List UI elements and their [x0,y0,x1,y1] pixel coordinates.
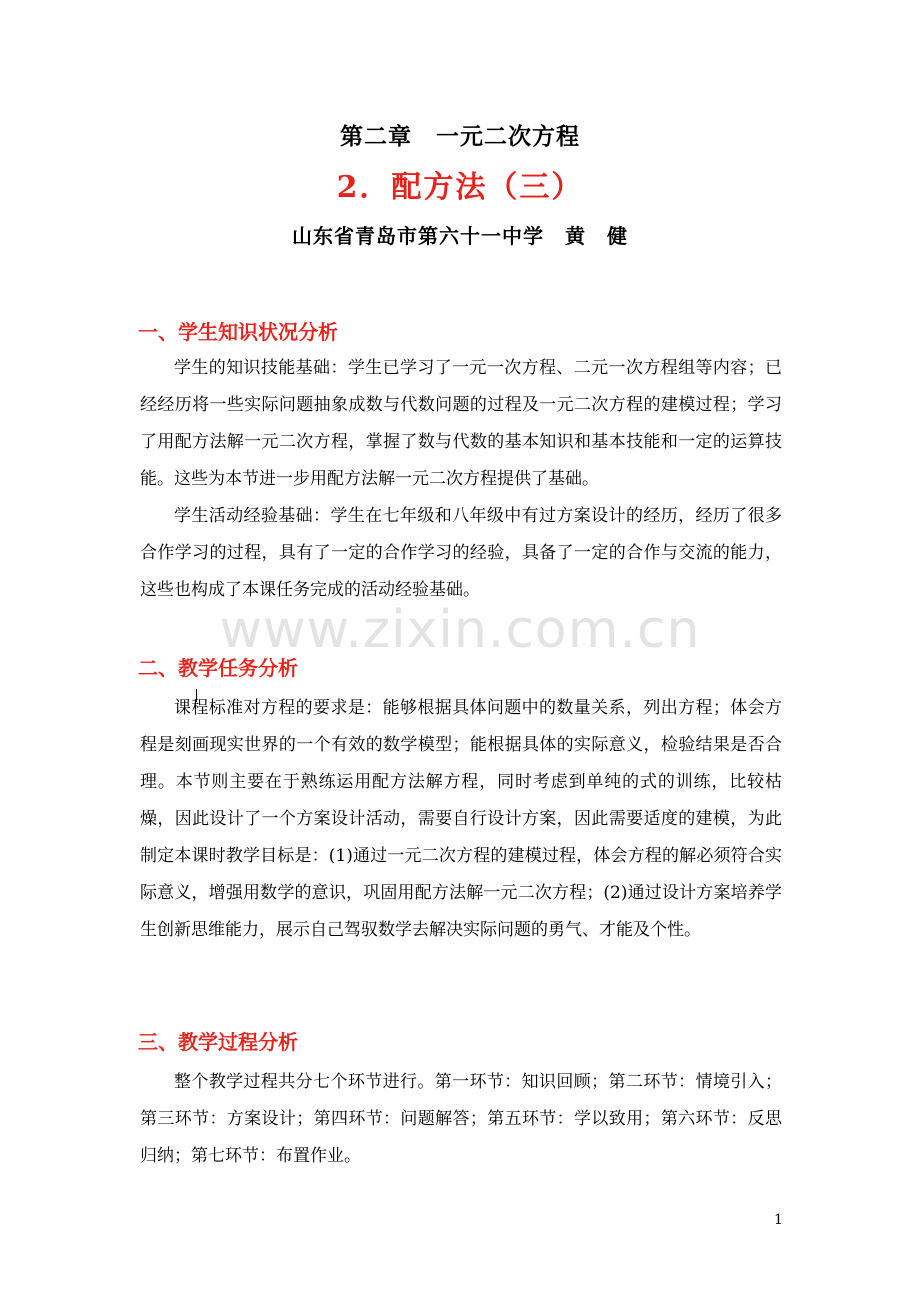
lesson-title: 2．配方法（三） [336,170,584,205]
paragraph-task-analysis: 课程标准对方程的要求是：能够根据具体问题中的数量关系，列出方程；体会方程是刻画现实世界的一个有效的数学模型；能根据具体的实际意义，检验结果是否合理。本节则主要在于熟练运用配方法解方程，同时考虑到单纯的式的训练，比较枯燥，因此设计了一个方案设计活动，需要自行设计方案，因此需要适度的建模，为此制定本课时教学目标是：(1)通过一元二次方程的建模过程，体会方程的解必须符合实际意义，增强用数学的意识，巩固用配方法解一元二次方程；(2)通过设计方案培养学生创新思维能力，展示自己驾驭数学去解决实际问题的勇气、才能及个性。 [140,698,782,940]
paragraph-process-analysis: 整个教学过程共分七个环节进行。第一环节：知识回顾；第二环节：情境引入；第三环节：方案设计；第四环节：问题解答；第五环节：学以致用；第六环节：反思归纳；第七环节：布置作业。 [140,1072,782,1166]
section-heading-3: 三、教学过程分析 [138,1030,298,1054]
chapter-title: 第二章 一元二次方程 [340,123,580,150]
author-line: 山东省青岛市第六十一中学 黄 健 [292,224,628,248]
paragraph-experience-basis: 学生活动经验基础：学生在七年级和八年级中有过方案设计的经历，经历了很多合作学习的过程，具有了一定的合作学习的经验，具备了一定的合作与交流的能力，这些也构成了本课任务完成的活动经验基础。 [140,506,782,600]
section-heading-1: 一、学生知识状况分析 [138,320,338,344]
watermark: www.zixin.com.cn [219,600,701,660]
page-number: 1 [774,1212,783,1228]
section-heading-2: 二、教学任务分析 [138,656,298,680]
paragraph-knowledge-basis: 学生的知识技能基础：学生已学习了一元一次方程、二元一次方程组等内容；已经经历将一些实际问题抽象成数与代数问题的过程及一元二次方程的建模过程；学习了用配方法解一元二次方程，掌握了数与代数的基本知识和基本技能和一定的运算技能。这些为本节进一步用配方法解一元二次方程提供了基础。 [140,358,782,489]
